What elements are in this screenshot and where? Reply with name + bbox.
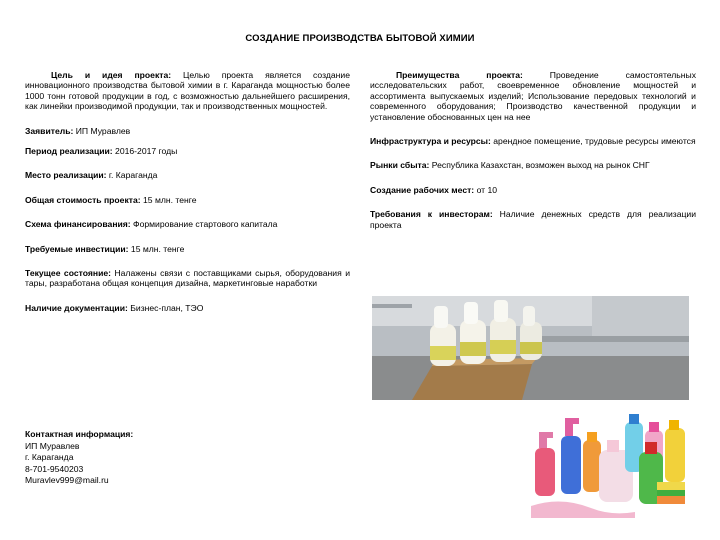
status-value: Налажены связи с поставщиками сырья, оборудования и тары, разработана общая концепция дизайна, маркетинговые наработки <box>25 268 350 289</box>
contact-city: г. Караганда <box>25 452 74 462</box>
place-value: г. Караганда <box>106 170 158 181</box>
docs-row <box>25 303 350 313</box>
applicant-row <box>25 126 350 136</box>
investors-label: Требования к инвесторам: <box>370 209 493 220</box>
contact-header: Контактная информация: <box>25 429 134 439</box>
production-line-photo <box>372 296 689 400</box>
production-line-illustration <box>372 296 689 400</box>
infra-value: арендное помещение, трудовые ресурсы имеются <box>490 136 696 147</box>
advantages-paragraph <box>370 70 696 122</box>
investment-label: Требуемые инвестиции: <box>25 243 129 254</box>
status-label: Текущее состояние: <box>25 268 111 279</box>
household-chemicals-photo <box>521 410 689 518</box>
place-row <box>25 170 350 180</box>
cost-row <box>25 195 350 205</box>
period-row <box>25 146 350 156</box>
goal-text: Целью проекта является создание инновационного производства бытовой химии в г. Караганда мощностью более 1000 тонн готовой продукции в год, с возможностью дальнейшего расширения, как линейки производимой продукции, так и производственных мощностей. <box>25 70 350 112</box>
financing-value: Формирование стартового капитала <box>130 219 278 230</box>
contact-email[interactable]: Muravlev999@mail.ru <box>25 475 109 485</box>
jobs-row <box>370 185 696 195</box>
investors-value: Наличие денежных средств для реализации проекта <box>370 209 697 230</box>
jobs-label: Создание рабочих мест: <box>370 184 475 195</box>
investment-row <box>25 244 350 254</box>
contact-phone: 8-701-9540203 <box>25 463 84 474</box>
cost-value: 15 млн. тенге <box>140 194 197 205</box>
goal-paragraph <box>25 70 350 112</box>
contact-name: ИП Муравлев <box>25 440 80 451</box>
financing-row <box>25 219 350 229</box>
contact-block <box>25 429 133 487</box>
advantages-text: Проведение самостоятельных исследовательских работ, своевременное обновление мощностей и ассортимента выпускаемых изделий; Использование передовых технологий и современного оборудования; Производство качественной продукции и установление обоснованных цен на нее <box>370 70 696 122</box>
period-label: Период реализации: <box>25 146 113 157</box>
page-title: СОЗДАНИЕ ПРОИЗВОДСТВА БЫТОВОЙ ХИМИИ <box>245 33 475 44</box>
left-column <box>25 70 350 313</box>
cost-label: Общая стоимость проекта: <box>25 194 141 205</box>
place-label: Место реализации: <box>25 170 107 181</box>
investors-row <box>370 209 696 230</box>
advantages-label: Преимущества проекта: <box>396 70 523 80</box>
infra-label: Инфраструктура и ресурсы: <box>370 136 491 147</box>
household-chemicals-illustration <box>521 410 689 518</box>
applicant-label: Заявитель: <box>25 125 74 136</box>
financing-label: Схема финансирования: <box>25 219 131 230</box>
applicant-value: ИП Муравлев <box>73 125 131 136</box>
investment-value: 15 млн. тенге <box>128 243 185 254</box>
goal-label: Цель и идея проекта: <box>51 70 172 80</box>
status-row <box>25 268 350 289</box>
right-column <box>370 70 696 230</box>
infra-row <box>370 136 696 146</box>
jobs-value: от 10 <box>474 184 498 195</box>
markets-label: Рынки сбыта: <box>370 160 430 171</box>
docs-value: Бизнес-план, ТЭО <box>127 302 204 313</box>
period-value: 2016-2017 годы <box>112 146 178 157</box>
markets-value: Республика Казахстан, возможен выход на рынок СНГ <box>429 160 650 171</box>
docs-label: Наличие документации: <box>25 302 128 313</box>
markets-row <box>370 160 696 170</box>
